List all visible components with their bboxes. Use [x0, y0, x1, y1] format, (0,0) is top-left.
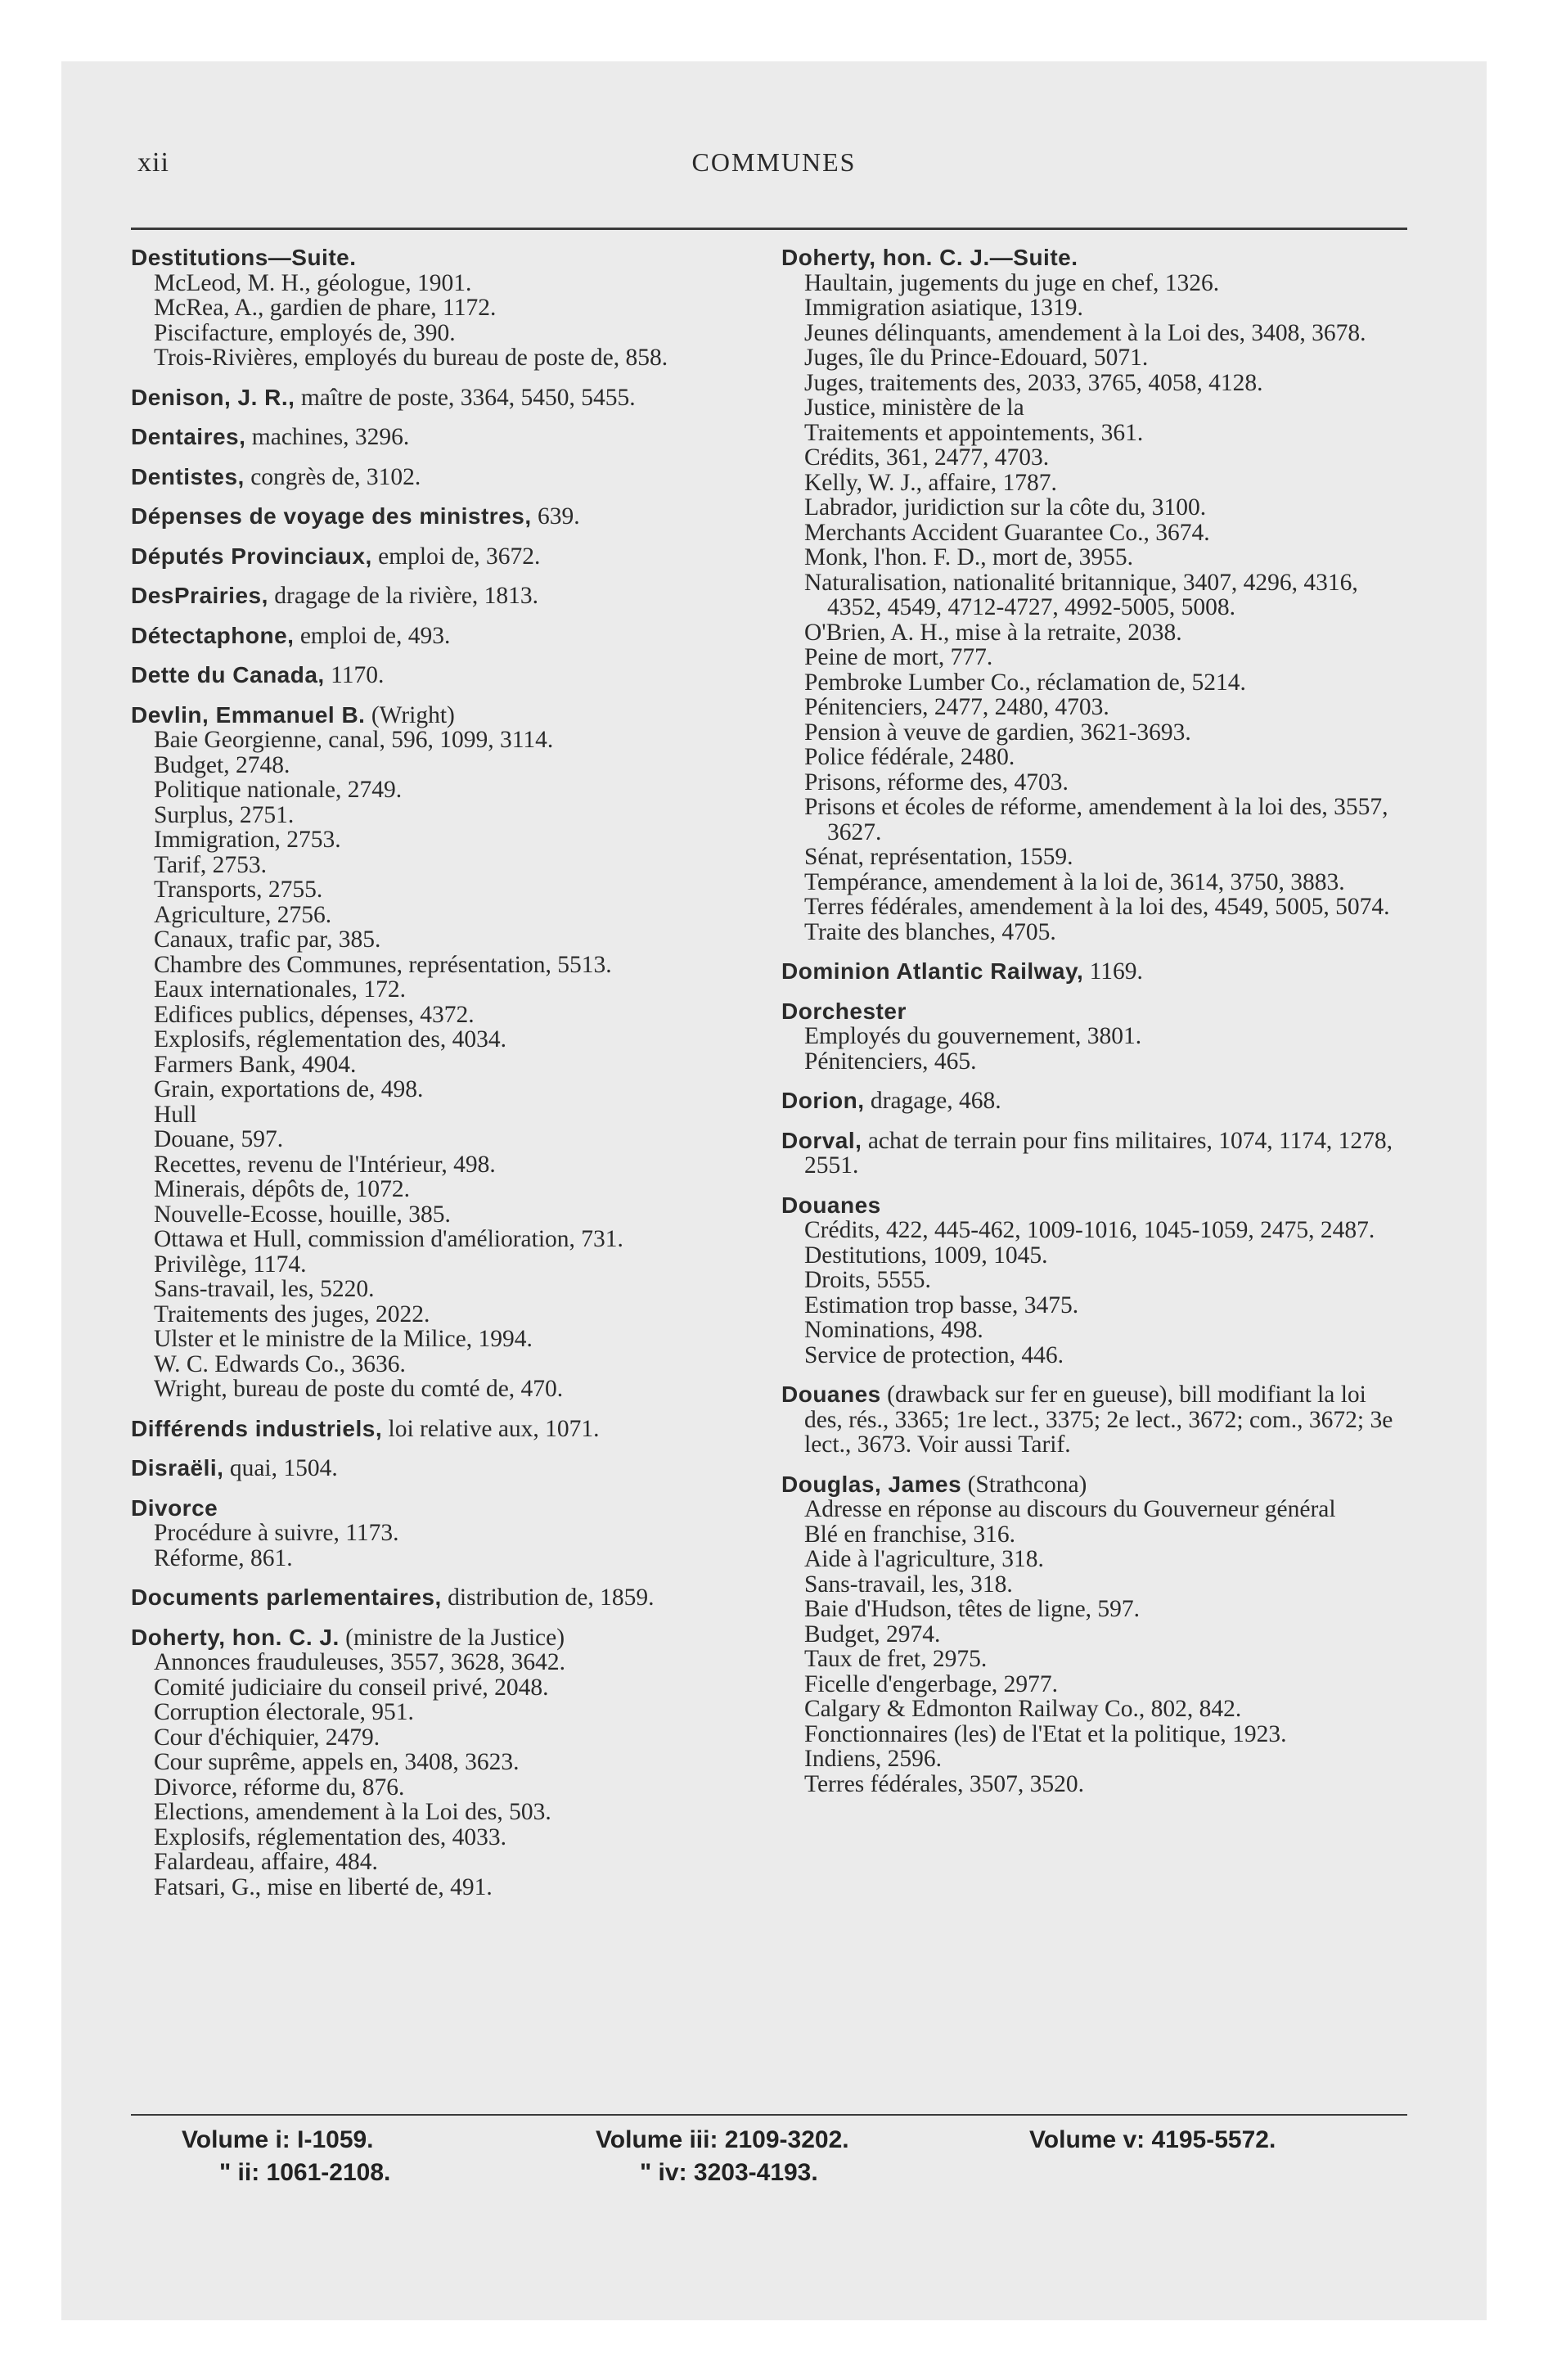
- entry-heading-line: [131, 1625, 761, 1651]
- index-entry: [131, 504, 761, 530]
- index-entry: [781, 1089, 1407, 1114]
- entry-subitem: Elections, amendement à la Loi des, 503.: [154, 1799, 551, 1825]
- index-entry: [131, 1625, 761, 1900]
- index-entry: [781, 1382, 1407, 1458]
- index-entry: [131, 624, 761, 649]
- entry-heading: Députés Provinciaux,: [131, 543, 372, 569]
- entry-subitem: Douane, 597.: [154, 1126, 284, 1152]
- entry-heading-line: [131, 703, 761, 728]
- entry-heading-line: [131, 1496, 761, 1521]
- entry-subitem: Merchants Accident Guarantee Co., 3674.: [804, 519, 1210, 546]
- index-entry: [781, 1129, 1407, 1179]
- entry-heading: Denison, J. R.,: [131, 384, 295, 410]
- entry-heading: Dorchester: [781, 998, 907, 1024]
- index-entry: [131, 425, 761, 450]
- entry-subitem: Ottawa et Hull, commission d'amélioration, 731.: [154, 1226, 623, 1252]
- entry-subitem: McLeod, M. H., géologue, 1901.: [154, 269, 472, 296]
- entry-heading-detail: (drawback sur fer en gueuse), bill modifiant la loi des, rés., 3365; 1re lect., 3375; 2e lect., 3672; com., 3672; 3e lect., 3673. Voir aussi Tarif.: [804, 1382, 1393, 1458]
- entry-heading-detail: machines, 3296.: [245, 424, 410, 450]
- entry-heading-detail: maître de poste, 3364, 5450, 5455.: [295, 384, 636, 411]
- footer-rule: [131, 2114, 1407, 2116]
- entry-subitem: Privilège, 1174.: [154, 1251, 307, 1278]
- entry-subitem: Peine de mort, 777.: [804, 644, 993, 670]
- index-entry: [131, 1496, 761, 1571]
- running-head-title: COMMUNES: [691, 147, 857, 177]
- entry-subitem: Juges, traitements des, 2033, 3765, 4058, 4128.: [804, 369, 1263, 396]
- entry-heading: Documents parlementaires,: [131, 1584, 442, 1610]
- entry-subitem: Pension à veuve de gardien, 3621-3693.: [804, 719, 1191, 746]
- entry-subitem: Hull: [154, 1101, 197, 1128]
- entry-heading: Douanes: [781, 1192, 881, 1218]
- entry-heading-detail: distribution de, 1859.: [441, 1584, 655, 1611]
- entry-heading: Dentaires,: [131, 424, 246, 449]
- entry-heading-line: [131, 663, 761, 688]
- entry-subitem: Juges, île du Prince-Edouard, 5071.: [804, 345, 1149, 371]
- entry-heading-detail: 1170.: [324, 662, 385, 688]
- entry-subitem: Cour d'échiquier, 2479.: [154, 1724, 380, 1751]
- entry-subitem: Trois-Rivières, employés du bureau de poste de, 858.: [154, 345, 668, 371]
- entry-subitem: Transports, 2755.: [154, 877, 323, 903]
- entry-heading: Dentistes,: [131, 463, 245, 489]
- index-entry: [131, 385, 761, 411]
- entry-heading: DesPrairies,: [131, 583, 268, 608]
- entry-subitem: Cour suprême, appels en, 3408, 3623.: [154, 1749, 520, 1775]
- entry-subitem: Monk, l'hon. F. D., mort de, 3955.: [804, 544, 1134, 570]
- entry-subitem: Tarif, 2753.: [154, 851, 268, 878]
- index-entry: [131, 465, 761, 490]
- entry-subitem: Immigration, 2753.: [154, 827, 341, 853]
- entry-heading-line: [131, 465, 761, 490]
- entry-subitem: Réforme, 861.: [154, 1544, 293, 1571]
- entry-heading-detail: (Strathcona): [961, 1471, 1087, 1498]
- index-entry: [131, 1417, 761, 1442]
- entry-subitem: Blé en franchise, 316.: [804, 1521, 1016, 1548]
- entry-subitem: Explosifs, réglementation des, 4033.: [154, 1823, 506, 1850]
- entry-subitem: Corruption électorale, 951.: [154, 1699, 414, 1725]
- entry-subitem: Chambre des Communes, représentation, 5513.: [154, 951, 612, 978]
- header-rule: [131, 228, 1407, 230]
- footer-volume-1: Volume i: I-1059.: [182, 2126, 374, 2153]
- entry-heading-detail: (Wright): [365, 701, 455, 728]
- entry-subitem: Naturalisation, nationalité britannique, 3407, 4296, 4316, 4352, 4549, 4712-4727, 4992-5005, 5008.: [804, 569, 1358, 620]
- index-entry: [131, 1456, 761, 1481]
- footer-volume-2: " ii: 1061-2108.: [219, 2159, 391, 2186]
- entry-heading: Doherty, hon. C. J.: [131, 1624, 340, 1650]
- entry-subitem: Grain, exportations de, 498.: [154, 1076, 424, 1102]
- entry-subitem: Calgary & Edmonton Railway Co., 802, 842.: [804, 1696, 1242, 1722]
- entry-subitem: Police fédérale, 2480.: [804, 744, 1015, 770]
- entry-subitem: Annonces frauduleuses, 3557, 3628, 3642.: [154, 1649, 566, 1675]
- entry-subitem: Labrador, juridiction sur la côte du, 3100.: [804, 494, 1207, 521]
- entry-subitem: Estimation trop basse, 3475.: [804, 1291, 1079, 1318]
- entry-subitem: Ulster et le ministre de la Milice, 1994.: [154, 1326, 533, 1352]
- footer-volume-4: " iv: 3203-4193.: [640, 2159, 818, 2186]
- entry-subitem: Haultain, jugements du juge en chef, 1326.: [804, 269, 1220, 296]
- entry-subitem: Budget, 2748.: [154, 751, 290, 778]
- entry-subitem: Sans-travail, les, 318.: [804, 1571, 1013, 1598]
- entry-heading-detail: dragage de la rivière, 1813.: [268, 583, 538, 609]
- entry-subitem: Terres fédérales, amendement à la loi des, 4549, 5005, 5074.: [804, 894, 1390, 920]
- entry-heading-line: [781, 1089, 1407, 1114]
- entry-heading-detail: emploi de, 3672.: [371, 543, 541, 570]
- entry-subitem: Prisons, réforme des, 4703.: [804, 769, 1069, 796]
- index-entry: [131, 584, 761, 609]
- entry-heading-line: [781, 959, 1407, 985]
- index-entry: [131, 663, 761, 688]
- entry-heading-line: [131, 1417, 761, 1442]
- entry-heading-line: [131, 584, 761, 609]
- entry-subitem: Pembroke Lumber Co., réclamation de, 5214.: [804, 669, 1246, 696]
- index-column-left: [131, 246, 761, 1914]
- entry-subitem: Terres fédérales, 3507, 3520.: [804, 1770, 1084, 1797]
- entry-heading: Doherty, hon. C. J.—Suite.: [781, 245, 1078, 270]
- entry-heading: Destitutions—Suite.: [131, 245, 357, 270]
- footer-volume-3: Volume iii: 2109-3202.: [596, 2126, 849, 2153]
- entry-heading: Dette du Canada,: [131, 662, 325, 687]
- entry-subitem: Explosifs, réglementation des, 4034.: [154, 1026, 506, 1053]
- entry-subitem: Wright, bureau de poste du comté de, 470.: [154, 1376, 564, 1402]
- entry-subitem: Ficelle d'engerbage, 2977.: [804, 1670, 1059, 1697]
- entry-heading-detail: quai, 1504.: [223, 1455, 338, 1481]
- footer-volume-5: Volume v: 4195-5572.: [1029, 2126, 1276, 2153]
- index-entry: [131, 703, 761, 1402]
- entry-heading-detail: 1169.: [1083, 958, 1143, 985]
- entry-subitem: Crédits, 361, 2477, 4703.: [804, 444, 1050, 471]
- entry-subitem: Sénat, représentation, 1559.: [804, 844, 1073, 870]
- entry-subitem: Politique nationale, 2749.: [154, 777, 403, 803]
- entry-heading-line: [781, 1129, 1407, 1179]
- index-entry: [781, 999, 1407, 1075]
- entry-heading: Différends industriels,: [131, 1415, 383, 1441]
- entry-subitem: Jeunes délinquants, amendement à la Loi des, 3408, 3678.: [804, 319, 1366, 346]
- entry-subitem: Pénitenciers, 465.: [804, 1048, 977, 1075]
- entry-heading-line: [131, 544, 761, 570]
- page-number: xii: [137, 147, 169, 178]
- entry-subitem: Service de protection, 446.: [804, 1341, 1064, 1368]
- entry-subitem: Baie Georgienne, canal, 596, 1099, 3114.: [154, 727, 554, 753]
- entry-subitem: Surplus, 2751.: [154, 801, 295, 828]
- entry-subitem: Justice, ministère de la: [804, 394, 1024, 421]
- entry-subitem: Prisons et écoles de réforme, amendement à la loi des, 3557, 3627.: [804, 794, 1388, 845]
- entry-heading-detail: achat de terrain pour fins militaires, 1074, 1174, 1278, 2551.: [804, 1127, 1393, 1179]
- index-entry: [131, 246, 761, 371]
- entry-heading: Disraëli,: [131, 1455, 224, 1481]
- entry-heading-line: [131, 425, 761, 450]
- entry-heading-detail: emploi de, 493.: [294, 622, 451, 649]
- entry-subitem: Traitements des juges, 2022.: [154, 1300, 430, 1327]
- entry-heading-detail: loi relative aux, 1071.: [382, 1415, 600, 1442]
- entry-subitem: Eaux internationales, 172.: [154, 976, 407, 1003]
- entry-heading-line: [131, 385, 761, 411]
- entry-subitem: O'Brien, A. H., mise à la retraite, 2038.: [804, 619, 1182, 646]
- entry-subitem: Immigration asiatique, 1319.: [804, 295, 1083, 321]
- entry-heading: Douglas, James: [781, 1471, 962, 1497]
- entry-heading: Détectaphone,: [131, 622, 295, 648]
- entry-subitem: Minerais, dépôts de, 1072.: [154, 1176, 410, 1202]
- entry-heading-detail: (ministre de la Justice): [339, 1624, 565, 1651]
- entry-subitem: Comité judiciaire du conseil privé, 2048.: [154, 1674, 549, 1701]
- entry-heading-detail: 639.: [531, 503, 580, 530]
- entry-subitem: Procédure à suivre, 1173.: [154, 1520, 399, 1546]
- entry-heading: Divorce: [131, 1494, 218, 1521]
- entry-subitem: Aide à l'agriculture, 318.: [804, 1546, 1044, 1572]
- index-column-right: [781, 246, 1407, 1811]
- entry-subitem: Crédits, 422, 445-462, 1009-1016, 1045-1059, 2475, 2487.: [804, 1217, 1375, 1243]
- entry-subitem: Divorce, réforme du, 876.: [154, 1774, 405, 1801]
- entry-subitem: McRea, A., gardien de phare, 1172.: [154, 295, 497, 321]
- entry-subitem: Destitutions, 1009, 1045.: [804, 1242, 1048, 1269]
- entry-subitem: Nouvelle-Ecosse, houille, 385.: [154, 1201, 451, 1228]
- entry-heading: Dépenses de voyage des ministres,: [131, 503, 532, 529]
- entry-subitem: Sans-travail, les, 5220.: [154, 1276, 375, 1302]
- entry-subitem: Traite des blanches, 4705.: [804, 918, 1056, 945]
- entry-subitem: Edifices publics, dépenses, 4372.: [154, 1001, 475, 1028]
- entry-subitem: Nominations, 498.: [804, 1317, 983, 1343]
- entry-subitem: Adresse en réponse au discours du Gouverneur général: [804, 1496, 1336, 1522]
- index-entry: [781, 1193, 1407, 1368]
- entry-heading-detail: congrès de, 3102.: [244, 463, 421, 490]
- index-entry: [131, 544, 761, 570]
- entry-subitem: Pénitenciers, 2477, 2480, 4703.: [804, 694, 1109, 720]
- entry-subitem: Recettes, revenu de l'Intérieur, 498.: [154, 1151, 496, 1178]
- entry-subitem: Baie d'Hudson, têtes de ligne, 597.: [804, 1596, 1141, 1622]
- entry-heading-line: [781, 1472, 1407, 1498]
- entry-subitem: Budget, 2974.: [804, 1620, 941, 1648]
- entry-subitem: Kelly, W. J., affaire, 1787.: [804, 469, 1057, 496]
- entry-heading-line: [781, 999, 1407, 1025]
- entry-subitem: Indiens, 2596.: [804, 1746, 942, 1772]
- entry-subitem: Canaux, trafic par, 385.: [154, 926, 381, 953]
- entry-heading-detail: dragage, 468.: [864, 1088, 1001, 1114]
- entry-heading-line: [131, 1456, 761, 1481]
- entry-subitem: Falardeau, affaire, 484.: [154, 1849, 378, 1875]
- entry-subitem: W. C. Edwards Co., 3636.: [154, 1350, 406, 1377]
- index-entry: [781, 959, 1407, 985]
- entry-heading-line: [781, 246, 1407, 271]
- index-entry: [131, 1585, 761, 1611]
- entry-heading-line: [781, 1382, 1407, 1458]
- entry-subitem: Agriculture, 2756.: [154, 901, 332, 928]
- entry-subitem: Fatsari, G., mise en liberté de, 491.: [154, 1873, 493, 1900]
- entry-subitem: Employés du gouvernement, 3801.: [804, 1023, 1142, 1049]
- entry-heading: Dominion Atlantic Railway,: [781, 958, 1084, 984]
- index-entry: [781, 1472, 1407, 1797]
- entry-heading-line: [131, 504, 761, 530]
- entry-subitem: Droits, 5555.: [804, 1267, 931, 1293]
- entry-heading: Douanes: [781, 1382, 881, 1407]
- entry-subitem: Fonctionnaires (les) de l'Etat et la politique, 1923.: [804, 1720, 1287, 1747]
- entry-subitem: Piscifacture, employés de, 390.: [154, 319, 456, 346]
- entry-heading: Dorion,: [781, 1088, 865, 1113]
- entry-heading-line: [131, 246, 761, 271]
- entry-heading-line: [131, 1585, 761, 1611]
- entry-heading: Devlin, Emmanuel B.: [131, 701, 366, 728]
- entry-heading: Dorval,: [781, 1127, 862, 1153]
- entry-subitem: Tempérance, amendement à la loi de, 3614, 3750, 3883.: [804, 868, 1345, 895]
- entry-heading-line: [781, 1193, 1407, 1219]
- entry-subitem: Farmers Bank, 4904.: [154, 1051, 357, 1078]
- index-entry: [781, 246, 1407, 944]
- entry-heading-line: [131, 624, 761, 649]
- entry-subitem: Traitements et appointements, 361.: [804, 419, 1144, 446]
- entry-subitem: Taux de fret, 2975.: [804, 1646, 988, 1672]
